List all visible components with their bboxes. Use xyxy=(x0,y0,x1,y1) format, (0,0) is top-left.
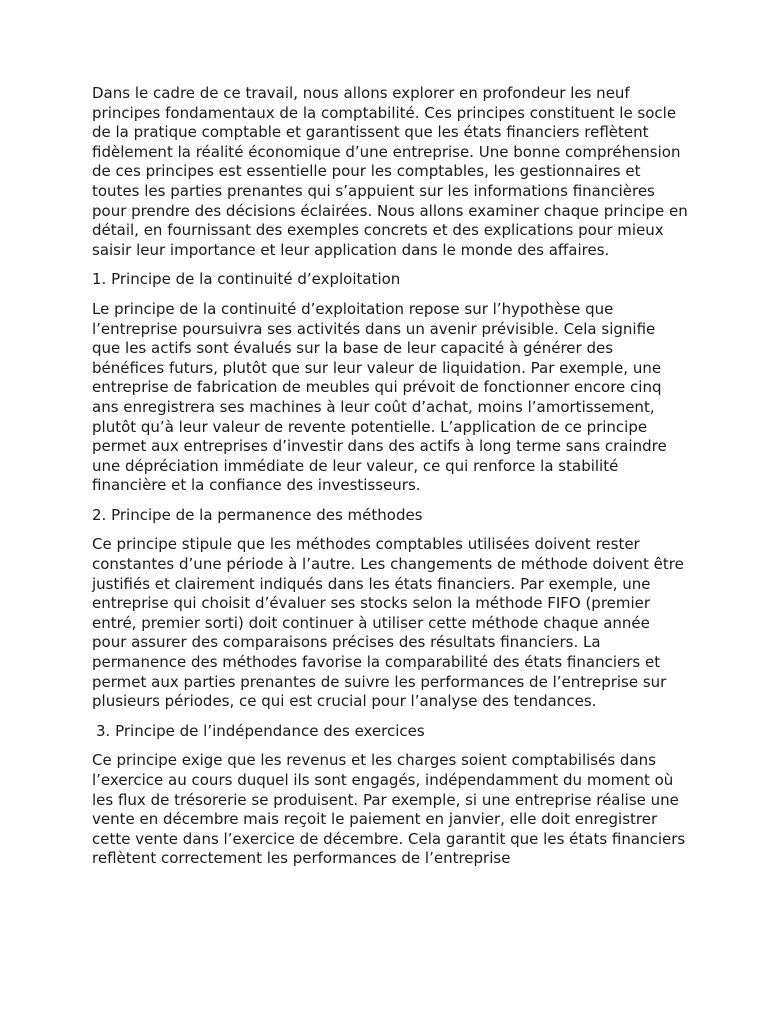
section-body-3: Ce principe exige que les revenus et les charges soient comptabilisés dans l’exercice au cours duquel ils sont engagés, indépendamment du moment où les flux de trésorerie se produisent. Par exemple, si une entreprise réalise une vente en décembre mais reçoit le paiement en janvier, elle doit enregistrer cette vente dans l’exercice de décembre. Cela garantit que les états financiers reflètent correctement les performances de l’entreprise xyxy=(92,751,686,868)
section-heading-2: 2. Principe de la permanence des méthodes xyxy=(92,505,423,524)
section-body-2: Ce principe stipule que les méthodes comptables utilisées doivent rester constantes d’une période à l’autre. Les changements de méthode doivent être justifiés et clairement indiqués dans les états financiers. Par exemple, une entreprise qui choisit d’évaluer ses stocks selon la méthode FIFO (premier entré, premier sorti) doit continuer à utiliser cette méthode chaque année pour assurer des comparaisons précises des résultats financiers. La permanence des méthodes favorise la comparabilité des états financiers et permet aux parties prenantes de suivre les performances de l’entreprise sur plusieurs périodes, ce qui est crucial pour l’analyse des tendances. xyxy=(92,535,684,711)
section-body-1: Le principe de la continuité d’exploitation repose sur l’hypothèse que l’entreprise poursuivra ses activités dans un avenir prévisible. Cela signifie que les actifs sont évalués sur la base de leur capacité à générer des bénéfices futurs, plutôt que sur leur valeur de liquidation. Par exemple, une entreprise de fabrication de meubles qui prévoit de fonctionner encore cinq ans enregistrera ses machines à leur coût d’achat, moins l’amortissement, plutôt qu’à leur valeur de revente potentielle. L’application de ce principe permet aux entreprises d’investir dans des actifs à long terme sans craindre une dépréciation immédiate de leur valeur, ce qui renforce la stabilité financière et la confiance des investisseurs. xyxy=(92,299,667,495)
section-heading-1: 1. Principe de la continuité d’exploitation xyxy=(92,270,401,289)
document-page xyxy=(92,84,688,879)
intro-paragraph: Dans le cadre de ce travail, nous allons explorer en profondeur les neuf principes fondamentaux de la comptabilité. Ces principes constituent le socle de la pratique comptable et garantissent que les états financiers reflètent fidèlement la réalité économique d’une entreprise. Une bonne compréhension de ces principes est essentielle pour les comptables, les gestionnaires et toutes les parties prenantes qui s’appuient sur les informations financières pour prendre des décisions éclairées. Nous allons examiner chaque principe en détail, en fournissant des exemples concrets et des explications pour mieux saisir leur importance et leur application dans le monde des affaires. xyxy=(92,84,688,259)
section-heading-3: 3. Principe de l’indépendance des exercices xyxy=(96,721,425,740)
